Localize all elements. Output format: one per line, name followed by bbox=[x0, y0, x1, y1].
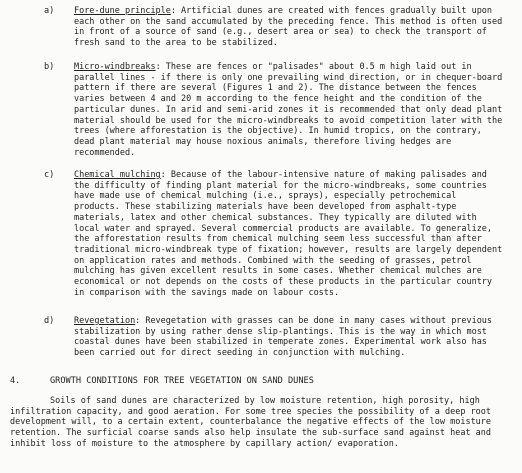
list-item-fore-dune bbox=[44, 6, 510, 50]
section-heading bbox=[10, 376, 314, 387]
section-number: 4. bbox=[10, 376, 21, 386]
list-item-text: : Because of the labour-intensive nature of making palisades and the difficulty of finding plant material for the micro-windbreaks, some countries have made use of chemical mulching (i.e., sprays), especially petrochemical products. These stabilizing materials have been developed from asphalt-type materials, latex and other chemical substances. They typically are diluted with local water and sprayed. Several commercial products are available. To generalize, the afforestation results from chemical mulching seem less successful than after traditional micro-windbreak type of fixation; however, results are largely dependent on application rates and methods. Combined with the seeding of grasses, petrol mulching has given excellent results in some cases. Whether chemical mulches are economical or not depends on the costs of these products in the particular country in comparison with the savings made on labour costs. bbox=[74, 170, 503, 298]
list-item-text: : These are fences or "palisades" about 0.5 m high laid out in parallel lines - if there is only one prevailing wind direction, or in chequer-board pattern if there are several (Figures 1 and 2). The distance between the fences varies between 4 and 20 m according to the fence height and the condition of the particular dunes. In arid and semi-arid zones it is recommended that only dead plant material should be used for the micro-windbreaks to avoid competition later with the trees (where afforestation is the objective). In humid tropics, on the contrary, dead plant material may house noxious animals, therefore living hedges are recommended. bbox=[74, 62, 503, 158]
list-marker: b) bbox=[44, 62, 55, 72]
list-item-revegetation bbox=[44, 316, 510, 362]
section-title: GROWTH CONDITIONS FOR TREE VEGETATION ON SAND DUNES bbox=[50, 376, 314, 386]
list-item-micro-windbreaks bbox=[44, 62, 510, 162]
list-item-term: Chemical mulching bbox=[74, 170, 161, 180]
list-marker: c) bbox=[44, 170, 55, 180]
list-item-term: Fore-dune principle bbox=[74, 6, 171, 16]
list-item-body bbox=[74, 6, 506, 49]
list-item-body bbox=[74, 170, 506, 298]
list-marker: d) bbox=[44, 316, 55, 326]
list-item-text: : Revegetation with grasses can be done in many cases without previous stabilization by using rather dense slip-plantings. This is the way in which most coastal dunes have been stabilized in temperate zones. Experimental work also has been carried out for direct seeding in conjunction with mulching. bbox=[74, 316, 492, 359]
list-item-term: Revegetation bbox=[74, 316, 136, 326]
list-item-term: Micro-windbreaks bbox=[74, 62, 156, 72]
list-item-body bbox=[74, 316, 506, 359]
list-item-chemical-mulching bbox=[44, 170, 510, 320]
section-paragraph: Soils of sand dunes are characterized by low moisture retention, high porosity, high infiltration capacity, and good aeration. For some tree species the possibility of a deep root development will, to a certain extent, counterbalance the negative effects of the low moisture retention. The surficial coarse sands also help insulate the sub-surface sand against heat and inhibit loss of moisture to the atmosphere by capillary action/ evaporation. bbox=[10, 396, 492, 449]
list-item-text: : Artificial dunes are created with fences gradually built upon each other on the sand accumulated by the preceding fence. This method is often used in front of a source of sand (e.g., desert area or sea) to check the transport of fresh sand to the area to be stabilized. bbox=[74, 6, 503, 49]
list-item-body bbox=[74, 62, 506, 158]
list-marker: a) bbox=[44, 6, 55, 16]
